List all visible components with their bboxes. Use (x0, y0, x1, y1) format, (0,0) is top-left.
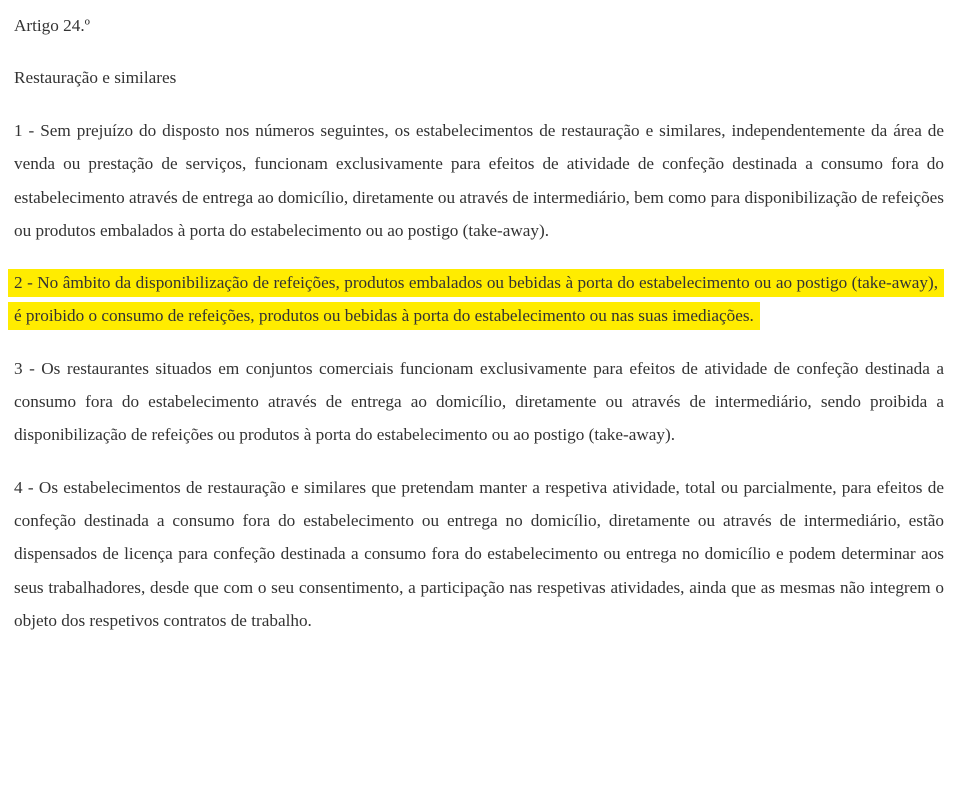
article-paragraph-1 (14, 114, 944, 247)
article-number: Artigo 24.º (14, 16, 90, 35)
highlighted-paragraph-2-text: 2 - No âmbito da disponibilização de refeições, produtos embalados ou bebidas à porta do estabelecimento ou ao postigo (take-away), é proibido o consumo de refeições, produtos ou bebidas à porta do estabelecimento ou nas suas imediações. (8, 269, 944, 330)
article-paragraph-2 (14, 266, 944, 333)
paragraph-4-text: 4 - Os estabelecimentos de restauração e similares que pretendam manter a respetiva atividade, total ou parcialmente, para efeitos de confeção destinada a consumo fora do estabelecimento ou entrega no domicílio, diretamente ou através de intermediário, estão dispensados de licença para confeção destinada a consumo fora do estabelecimento ou entrega no domicílio e podem determinar aos seus trabalhadores, desde que com o seu consentimento, a participação nas respetivas atividades, ainda que as mesmas não integrem o objeto dos respetivos contratos de trabalho. (14, 477, 944, 630)
article-paragraph-3 (14, 352, 944, 452)
paragraph-3-text: 3 - Os restaurantes situados em conjuntos comerciais funcionam exclusivamente para efeitos de atividade de confeção destinada a consumo fora do estabelecimento através de entrega ao domicílio, diretamente ou através de intermediário, sendo proibida a disponibilização de refeições ou produtos à porta do estabelecimento ou ao postigo (take-away). (14, 358, 944, 445)
article-title: Restauração e similares (14, 68, 177, 87)
article-paragraph-4 (14, 471, 944, 637)
article-document (14, 0, 944, 637)
paragraph-1-text: 1 - Sem prejuízo do disposto nos números seguintes, os estabelecimentos de restauração e similares, independentemente da área de venda ou prestação de serviços, funcionam exclusivamente para efeitos de atividade de confeção destinada a consumo fora do estabelecimento através de entrega ao domicílio, diretamente ou através de intermediário, bem como para disponibilização de refeições ou produtos embalados à porta do estabelecimento ou ao postigo (take-away). (14, 121, 944, 240)
